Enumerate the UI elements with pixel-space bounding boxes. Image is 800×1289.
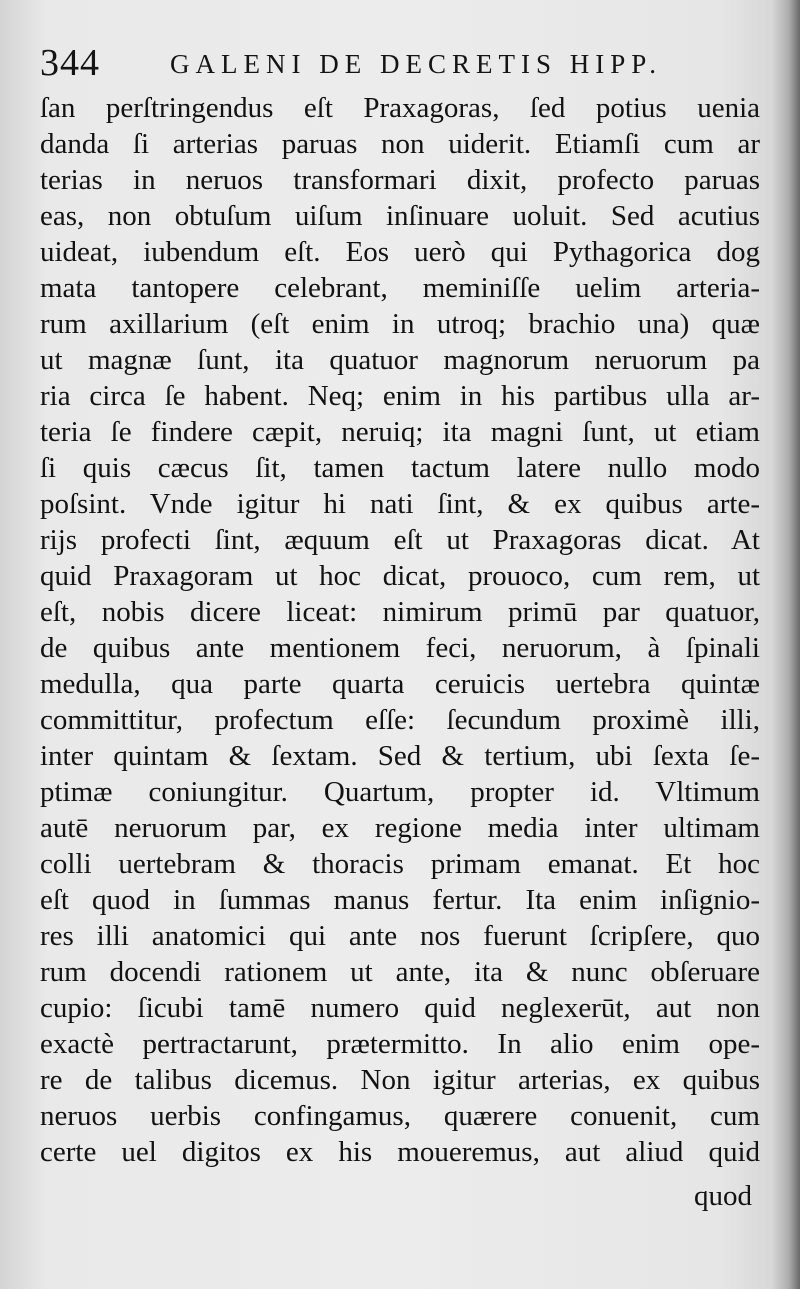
text-line: eſt, nobis dicere liceat: nimirum primū par quatuor,	[40, 596, 760, 628]
text-line: teria ſe findere cæpit, neruiq; ita magni ſunt, ut etiam	[40, 416, 760, 448]
text-line: re de talibus dicemus. Non igitur arterias, ex quibus	[40, 1064, 760, 1096]
text-line: rum axillarium (eſt enim in utroq; brachio una) quæ	[40, 308, 760, 340]
text-line: committitur, profectum eſſe: ſecundum proximè illi,	[40, 704, 760, 736]
text-line: ria circa ſe habent. Neq; enim in his partibus ulla ar-	[40, 380, 760, 412]
text-line: res illi anatomici qui ante nos fuerunt ſcripſere, quo	[40, 920, 760, 952]
text-line: quid Praxagoram ut hoc dicat, prouoco, cum rem, ut	[40, 560, 760, 592]
text-line: medulla, qua parte quarta ceruicis uertebra quintæ	[40, 668, 760, 700]
text-line: ſan perſtringendus eſt Praxagoras, ſed potius uenia	[40, 92, 760, 124]
text-line: cupio: ſicubi tamē numero quid neglexerūt, aut non	[40, 992, 760, 1024]
text-line: terias in neruos transformari dixit, profecto paruas	[40, 164, 760, 196]
text-line: de quibus ante mentionem feci, neruorum, à ſpinali	[40, 632, 760, 664]
body-text	[40, 90, 760, 1170]
text-line: neruos uerbis confingamus, quærere conuenit, cum	[40, 1100, 760, 1132]
text-line: colli uertebram & thoracis primam emanat. Et hoc	[40, 848, 760, 880]
text-line: rijs profecti ſint, æquum eſt ut Praxagoras dicat. At	[40, 524, 760, 556]
text-line: rum docendi rationem ut ante, ita & nunc obſeruare	[40, 956, 760, 988]
text-line: danda ſi arterias paruas non uiderit. Etiamſi cum ar	[40, 128, 760, 160]
text-line: certe uel digitos ex his moueremus, aut aliud quid	[40, 1136, 760, 1168]
text-line: ptimæ coniungitur. Quartum, propter id. Vltimum	[40, 776, 760, 808]
page-edge-shadow	[772, 0, 800, 1289]
page-header	[40, 40, 760, 92]
catchword: quod	[694, 1180, 752, 1212]
text-line: exactè pertractarunt, prætermitto. In alio enim ope-	[40, 1028, 760, 1060]
text-line: ſi quis cæcus ſit, tamen tactum latere nullo modo	[40, 452, 760, 484]
text-line: ut magnæ ſunt, ita quatuor magnorum neruorum pa	[40, 344, 760, 376]
text-line: poſsint. Vnde igitur hi nati ſint, & ex quibus arte-	[40, 488, 760, 520]
running-title: GALENI DE DECRETIS HIPP.	[170, 49, 662, 79]
text-line: inter quintam & ſextam. Sed & tertium, ubi ſexta ſe-	[40, 740, 760, 772]
text-line: mata tantopere celebrant, meminiſſe uelim arteria-	[40, 272, 760, 304]
page-number: 344	[40, 42, 100, 84]
text-line: uideat, iubendum eſt. Eos uerò qui Pythagorica dog	[40, 236, 760, 268]
text-line: autē neruorum par, ex regione media inter ultimam	[40, 812, 760, 844]
text-line: eſt quod in ſummas manus fertur. Ita enim inſignio-	[40, 884, 760, 916]
text-line: eas, non obtuſum uiſum inſinuare uoluit. Sed acutius	[40, 200, 760, 232]
